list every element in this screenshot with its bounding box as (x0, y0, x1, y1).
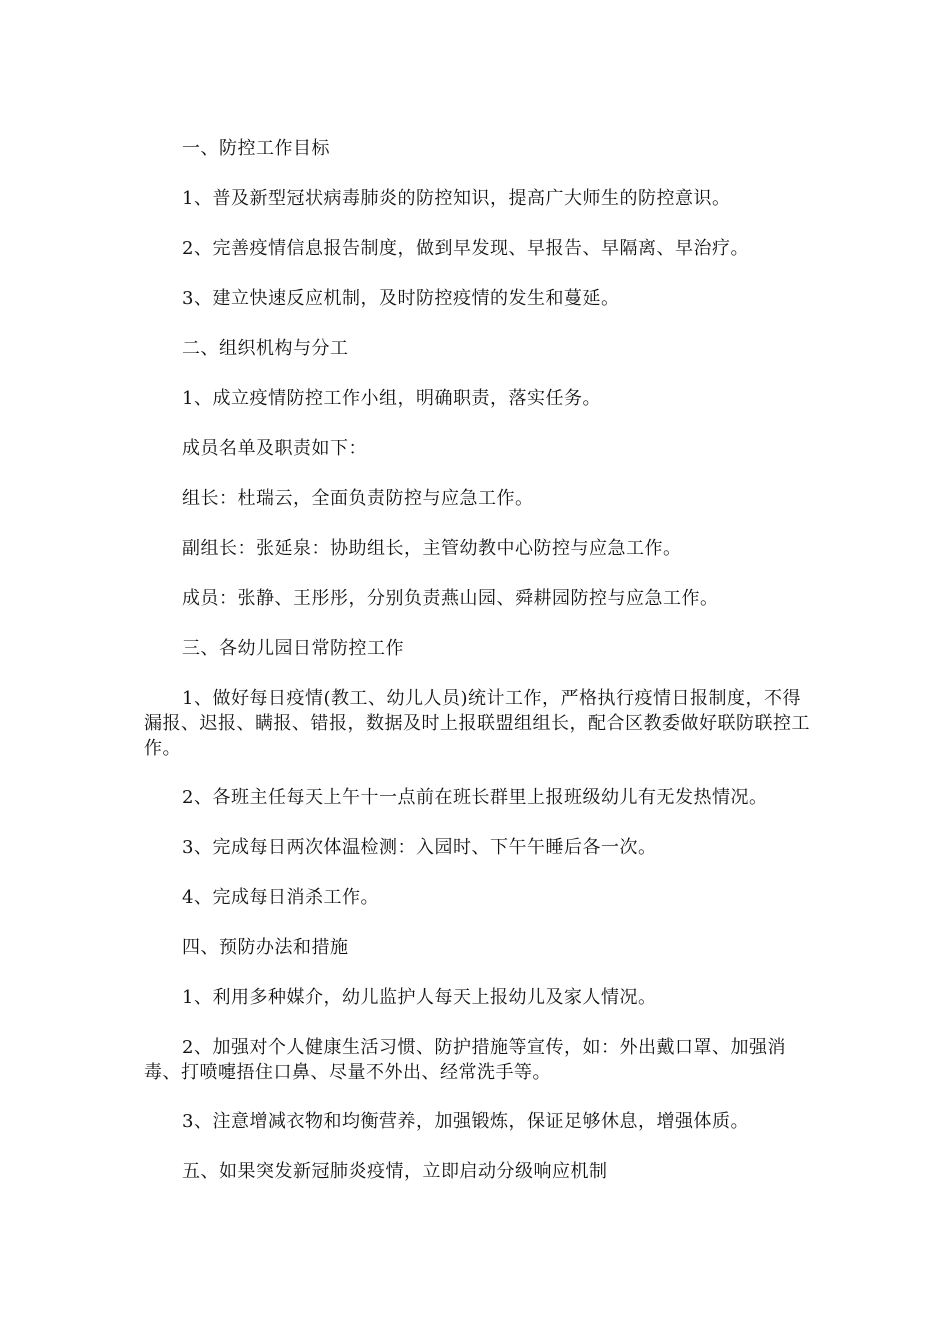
paragraph: 成员：张静、王彤彤，分别负责燕山园、舜耕园防控与应急工作。 (182, 588, 719, 609)
section-heading-4: 四、预防办法和措施 (182, 937, 349, 958)
paragraph: 4、完成每日消杀工作。 (182, 887, 379, 908)
paragraph: 2、加强对个人健康生活习惯、防护措施等宣传，如：外出戴口罩、加强消毒、打喷嚏捂住口鼻、尽量不外出、经常洗手等。 (144, 1037, 786, 1083)
paragraph: 1、做好每日疫情(教工、幼儿人员)统计工作，严格执行疫情日报制度，不得漏报、迟报、瞒报、错报，数据及时上报联盟组组长，配合区教委做好联防联控工作。 (144, 688, 810, 759)
paragraph: 3、注意增减衣物和均衡营养，加强锻炼，保证足够休息，增强体质。 (182, 1111, 749, 1132)
paragraph: 1、利用多种媒介，幼儿监护人每天上报幼儿及家人情况。 (182, 987, 657, 1008)
paragraph: 3、完成每日两次体温检测：入园时、下午午睡后各一次。 (182, 837, 657, 858)
paragraph: 成员名单及职责如下： (182, 438, 367, 459)
paragraph: 副组长：张延泉：协助组长，主管幼教中心防控与应急工作。 (182, 538, 682, 559)
paragraph: 2、完善疫情信息报告制度，做到早发现、早报告、早隔离、早治疗。 (182, 238, 749, 259)
paragraph: 1、普及新型冠状病毒肺炎的防控知识，提高广大师生的防控意识。 (182, 188, 731, 209)
paragraph: 3、建立快速反应机制，及时防控疫情的发生和蔓延。 (182, 288, 620, 309)
paragraph: 组长：杜瑞云，全面负责防控与应急工作。 (182, 488, 534, 509)
section-heading-1: 一、防控工作目标 (182, 138, 330, 159)
paragraph: 2、各班主任每天上午十一点前在班长群里上报班级幼儿有无发热情况。 (182, 787, 768, 808)
document-body (144, 136, 810, 1209)
section-heading-5: 五、如果突发新冠肺炎疫情，立即启动分级响应机制 (182, 1161, 608, 1182)
section-heading-3: 三、各幼儿园日常防控工作 (182, 638, 404, 659)
section-heading-2: 二、组织机构与分工 (182, 338, 349, 359)
paragraph: 1、成立疫情防控工作小组，明确职责，落实任务。 (182, 388, 601, 409)
